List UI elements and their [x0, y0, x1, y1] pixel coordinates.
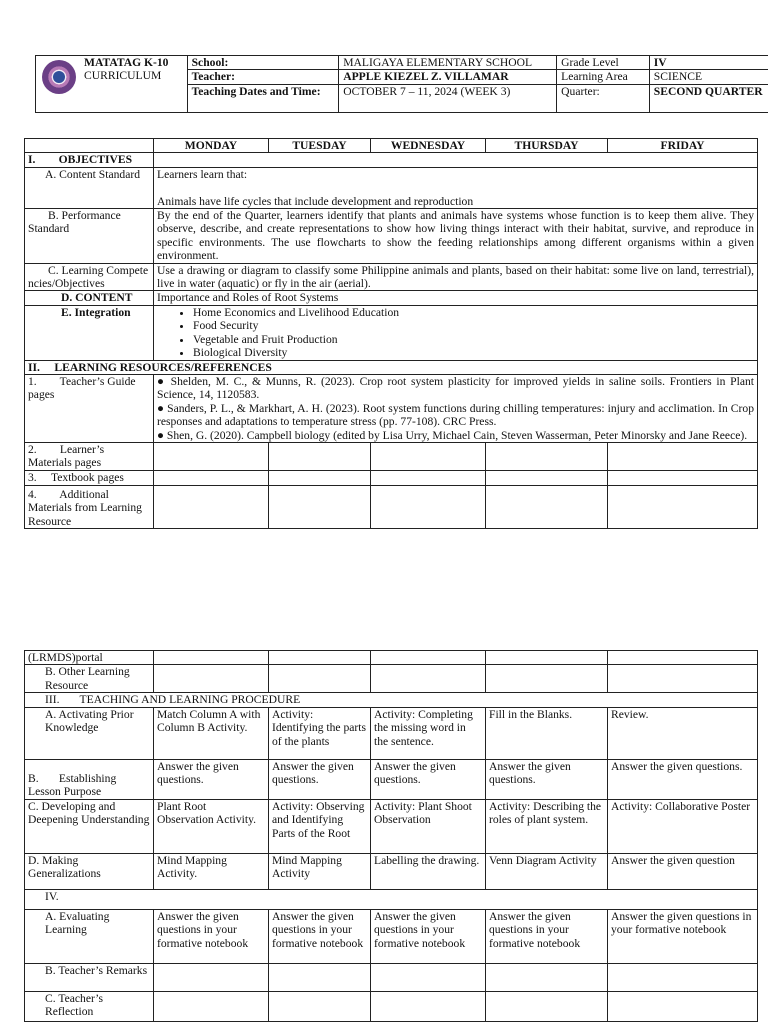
integration-item: • Food Security — [193, 319, 754, 332]
day-wednesday: WEDNESDAY — [371, 139, 486, 153]
competencies-text: Use a drawing or diagram to classify some Philippine animals and plants, based on their habitat: some live on land, terrestrial), live in water (aquatic) or fly in the air (aerial). — [154, 263, 758, 291]
day-tuesday: TUESDAY — [269, 139, 371, 153]
teachers-guide-label: 1. Teacher’s Guide pages — [25, 374, 154, 442]
resources-heading: II. LEARNING RESOURCES/REFERENCES — [25, 360, 758, 374]
procedure-cell: Answer the given question — [608, 853, 758, 889]
logo-line-2: CURRICULUM — [84, 69, 162, 83]
reference-item: ● Shen, G. (2020). Campbell biology (edited by Lisa Urry, Michael Cain, Steven Wasserman, Peter Minorsky and Jane Reece). — [157, 428, 748, 442]
performance-standard-label: B. Performance Standard — [25, 209, 154, 264]
logo-line-1: MATATAG K-10 — [84, 56, 169, 69]
dll-table-page-1 — [24, 138, 758, 529]
integration-item: • Biological Diversity — [193, 346, 754, 359]
school-label: School: — [187, 56, 339, 70]
day-monday: MONDAY — [154, 139, 269, 153]
procedure-cell: Labelling the drawing. — [371, 853, 486, 889]
procedure-cell: Activity: Completing the missing word in the sentence. — [371, 707, 486, 759]
area-value: SCIENCE — [649, 70, 768, 84]
teachers-reflection-label: C. Teacher’s Reflection — [25, 991, 154, 1021]
evaluation-cell: Answer the given questions in your formative notebook — [486, 909, 608, 963]
header-table — [35, 55, 768, 113]
content-label: D. CONTENT — [25, 291, 154, 305]
procedure-cell: Answer the given questions. — [371, 759, 486, 799]
day-friday: FRIDAY — [608, 139, 758, 153]
school-value: MALIGAYA ELEMENTARY SCHOOL — [339, 56, 557, 70]
evaluation-cell: Answer the given questions in your formative notebook — [269, 909, 371, 963]
content-text: Importance and Roles of Root Systems — [154, 291, 758, 305]
making-generalizations-label: D. Making Generalizations — [25, 853, 154, 889]
integration-list-cell — [154, 305, 758, 360]
competencies-label: C. Learning Competencies/Objectives — [25, 263, 154, 291]
procedure-cell: Answer the given questions. — [154, 759, 269, 799]
content-standard-text: Learners learn that: Animals have life cycles that include development and reproduction — [154, 167, 758, 208]
performance-standard-text: By the end of the Quarter, learners identify that plants and animals have systems whose function is to keep them alive. They observe, describe, and create representations to show how living things interact with their habitat, survive, and reproduce in specific environments. The use flowcharts to show the feeding relationships among different organisms within a given environment. — [154, 209, 758, 264]
activating-prior-knowledge-label: A. Activating Prior Knowledge — [25, 707, 154, 759]
procedure-cell: Activity: Describing the roles of plant system. — [486, 799, 608, 853]
dates-label: Teaching Dates and Time: — [187, 84, 339, 112]
grade-label: Grade Level — [557, 56, 650, 70]
additional-materials-label: 4. Additional Materials from Learning Resource — [25, 485, 154, 528]
curriculum-logo-cell — [36, 56, 188, 113]
procedure-cell: Match Column A with Column B Activity. — [154, 707, 269, 759]
dates-value: OCTOBER 7 – 11, 2024 (WEEK 3) — [339, 84, 557, 112]
procedure-heading: III. TEACHING AND LEARNING PROCEDURE — [25, 693, 758, 707]
evaluation-cell: Answer the given questions in your formative notebook — [154, 909, 269, 963]
teachers-remarks-label: B. Teacher’s Remarks — [25, 963, 154, 991]
objectives-heading: I. OBJECTIVES — [25, 153, 154, 167]
establishing-purpose-label: B. Establishing Lesson Purpose — [25, 759, 154, 799]
integration-item: • Home Economics and Livelihood Education — [193, 306, 754, 319]
day-thursday: THURSDAY — [486, 139, 608, 153]
integration-label: E. Integration — [25, 305, 154, 360]
evaluation-cell: Answer the given questions in your formative notebook — [371, 909, 486, 963]
procedure-cell: Answer the given questions. — [608, 759, 758, 799]
procedure-cell: Review. — [608, 707, 758, 759]
grade-value: IV — [649, 56, 768, 70]
deped-seal-icon — [42, 60, 76, 94]
reference-item: ● Shelden, M. C., & Munns, R. (2023). Crop root system plasticity for improved yields in saline soils. Frontiers in Plant Science, 14, 1120583. — [157, 374, 754, 402]
additional-materials-label-cont: (LRMDS)portal — [25, 651, 154, 665]
procedure-cell: Venn Diagram Activity — [486, 853, 608, 889]
procedure-cell: Plant Root Observation Activity. — [154, 799, 269, 853]
teacher-value: APPLE KIEZEL Z. VILLAMAR — [339, 70, 557, 84]
procedure-cell: Mind Mapping Activity — [269, 853, 371, 889]
content-standard-label: A. Content Standard — [25, 167, 154, 208]
reference-item: ● Sanders, P. L., & Markhart, A. H. (2023). Root system functions during chilling temperatures: injury and acclimation. In Crop responses and adaptations to temperature stress (pp. 77-108). CRC Press. — [157, 401, 754, 429]
evaluation-cell: Answer the given questions in your formative notebook — [608, 909, 758, 963]
area-label: Learning Area — [557, 70, 650, 84]
procedure-cell: Activity: Observing and Identifying Parts of the Root — [269, 799, 371, 853]
other-resources-label: B. Other Learning Resource — [25, 665, 154, 693]
teacher-label: Teacher: — [187, 70, 339, 84]
quarter-label: Quarter: — [557, 84, 650, 112]
textbook-pages-label: 3. Textbook pages — [25, 470, 154, 485]
teachers-guide-refs — [154, 374, 758, 442]
procedure-cell: Mind Mapping Activity. — [154, 853, 269, 889]
procedure-cell: Fill in the Blanks. — [486, 707, 608, 759]
quarter-value: SECOND QUARTER — [649, 84, 768, 112]
procedure-cell: Answer the given questions. — [486, 759, 608, 799]
procedure-cell: Answer the given questions. — [269, 759, 371, 799]
dll-table-page-2 — [24, 650, 758, 1022]
procedure-cell: Activity: Collaborative Poster — [608, 799, 758, 853]
evaluating-learning-label: A. Evaluating Learning — [25, 909, 154, 963]
section-iv-heading: IV. — [25, 889, 758, 909]
integration-item: • Vegetable and Fruit Production — [193, 333, 754, 346]
developing-understanding-label: C. Developing and Deepening Understanding — [25, 799, 154, 853]
procedure-cell: Activity: Identifying the parts of the plants — [269, 707, 371, 759]
procedure-cell: Activity: Plant Shoot Observation — [371, 799, 486, 853]
learners-materials-label: 2. Learner’s Materials pages — [25, 442, 154, 470]
